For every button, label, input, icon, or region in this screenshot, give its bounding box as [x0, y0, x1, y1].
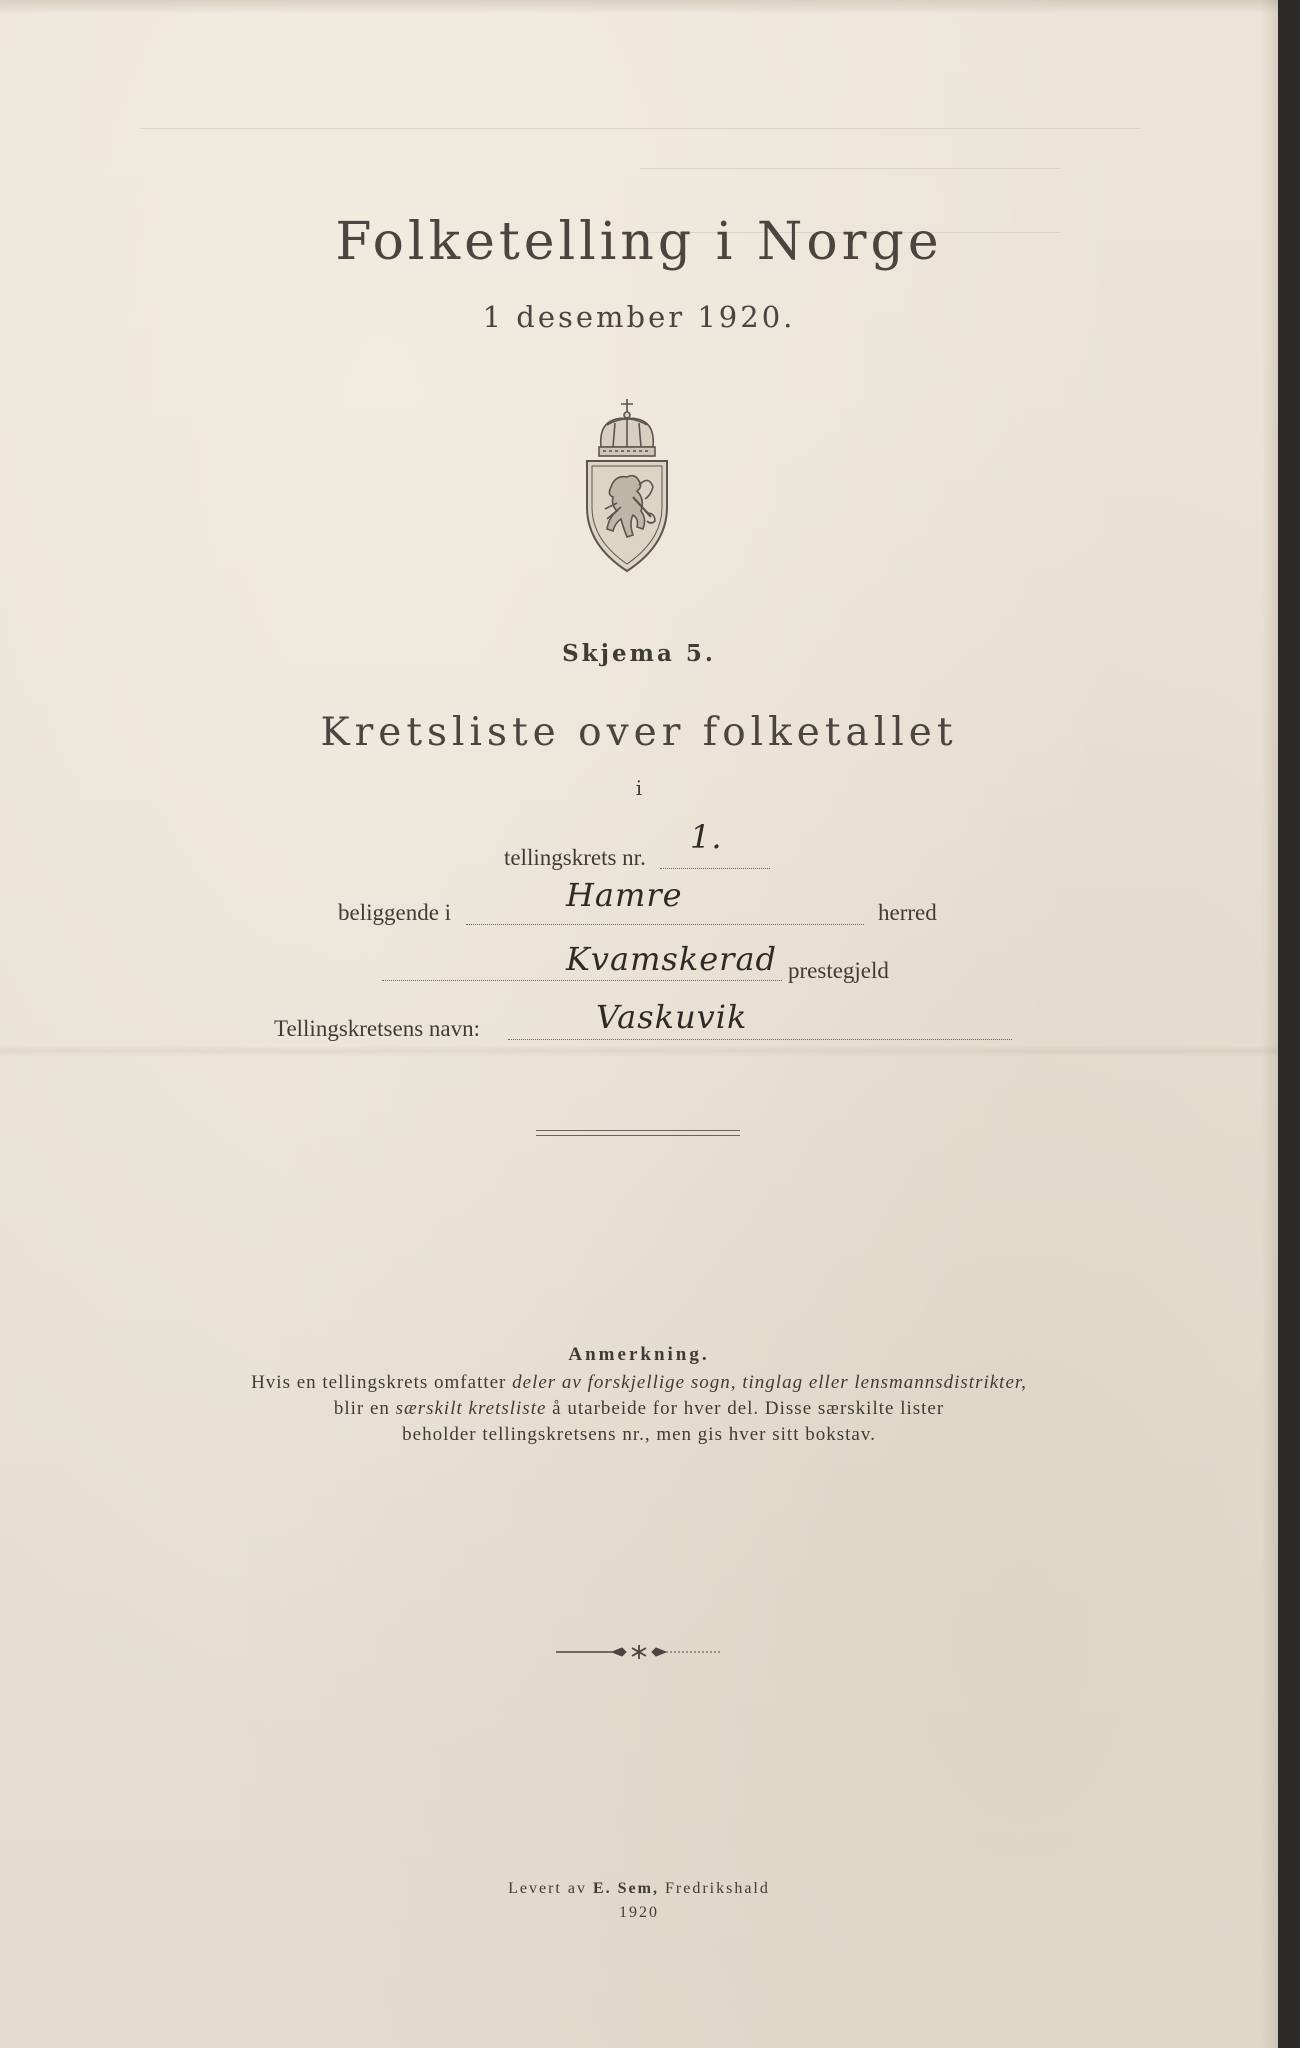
preposition-i: i — [635, 776, 643, 800]
district-name-label: Tellingskretsens navn: — [274, 1016, 480, 1041]
note-line-2-emphasis: særskilt kretsliste — [395, 1398, 547, 1419]
note-line-1-text: Hvis en tellingskrets omfatter — [251, 1372, 513, 1393]
printer-year: 1920 — [619, 1904, 659, 1921]
parish-label: prestegjeld — [788, 958, 889, 983]
bleed-through-line — [140, 128, 1140, 129]
section-divider — [536, 1130, 740, 1136]
herred-label: herred — [878, 900, 937, 925]
note-line-1-emphasis: deler av forskjellige sogn, tinglag eller lensmannsdistrikter, — [512, 1372, 1027, 1393]
printer-city: Fredrikshald — [658, 1880, 770, 1897]
bleed-through-line — [640, 168, 1060, 169]
paper-fold — [0, 1046, 1278, 1056]
census-date: 1 desember 1920. — [482, 300, 796, 334]
printer-credit — [0, 1880, 1278, 1898]
parish-line — [382, 980, 782, 981]
note-line-2-text-a: blir en — [333, 1398, 396, 1419]
form-heading: Kretsliste over folketallet — [320, 710, 958, 755]
schema-label: Skjema 5. — [562, 640, 716, 667]
located-in-line — [466, 924, 864, 925]
norway-coat-of-arms-icon — [577, 395, 677, 575]
district-number-line — [660, 868, 770, 869]
ornament-divider-icon — [554, 1642, 724, 1662]
note-line-3: beholder tellingskretsens nr., men gis hver sitt bokstav. — [402, 1424, 876, 1445]
paper-top-edge — [0, 0, 1278, 14]
note-line-2 — [0, 1398, 1278, 1420]
located-in-value: Hamre — [566, 876, 683, 914]
note-line-2-text-b: å utarbeide for hver del. Disse særskilte lister — [546, 1398, 945, 1419]
located-in-label: beliggende i — [338, 900, 452, 925]
page-title: Folketelling i Norge — [335, 212, 943, 272]
district-number-value: 1. — [690, 818, 723, 856]
note-heading: Anmerkning. — [568, 1344, 710, 1365]
district-name-value: Vaskuvik — [596, 998, 748, 1036]
note-line-1 — [0, 1372, 1278, 1394]
district-name-line — [508, 1039, 1012, 1040]
printer-name: E. Sem, — [592, 1880, 659, 1897]
printer-prefix: Levert av — [508, 1880, 593, 1897]
parish-value: Kvamskerad — [566, 940, 778, 978]
district-number-label: tellingskrets nr. — [504, 845, 646, 870]
